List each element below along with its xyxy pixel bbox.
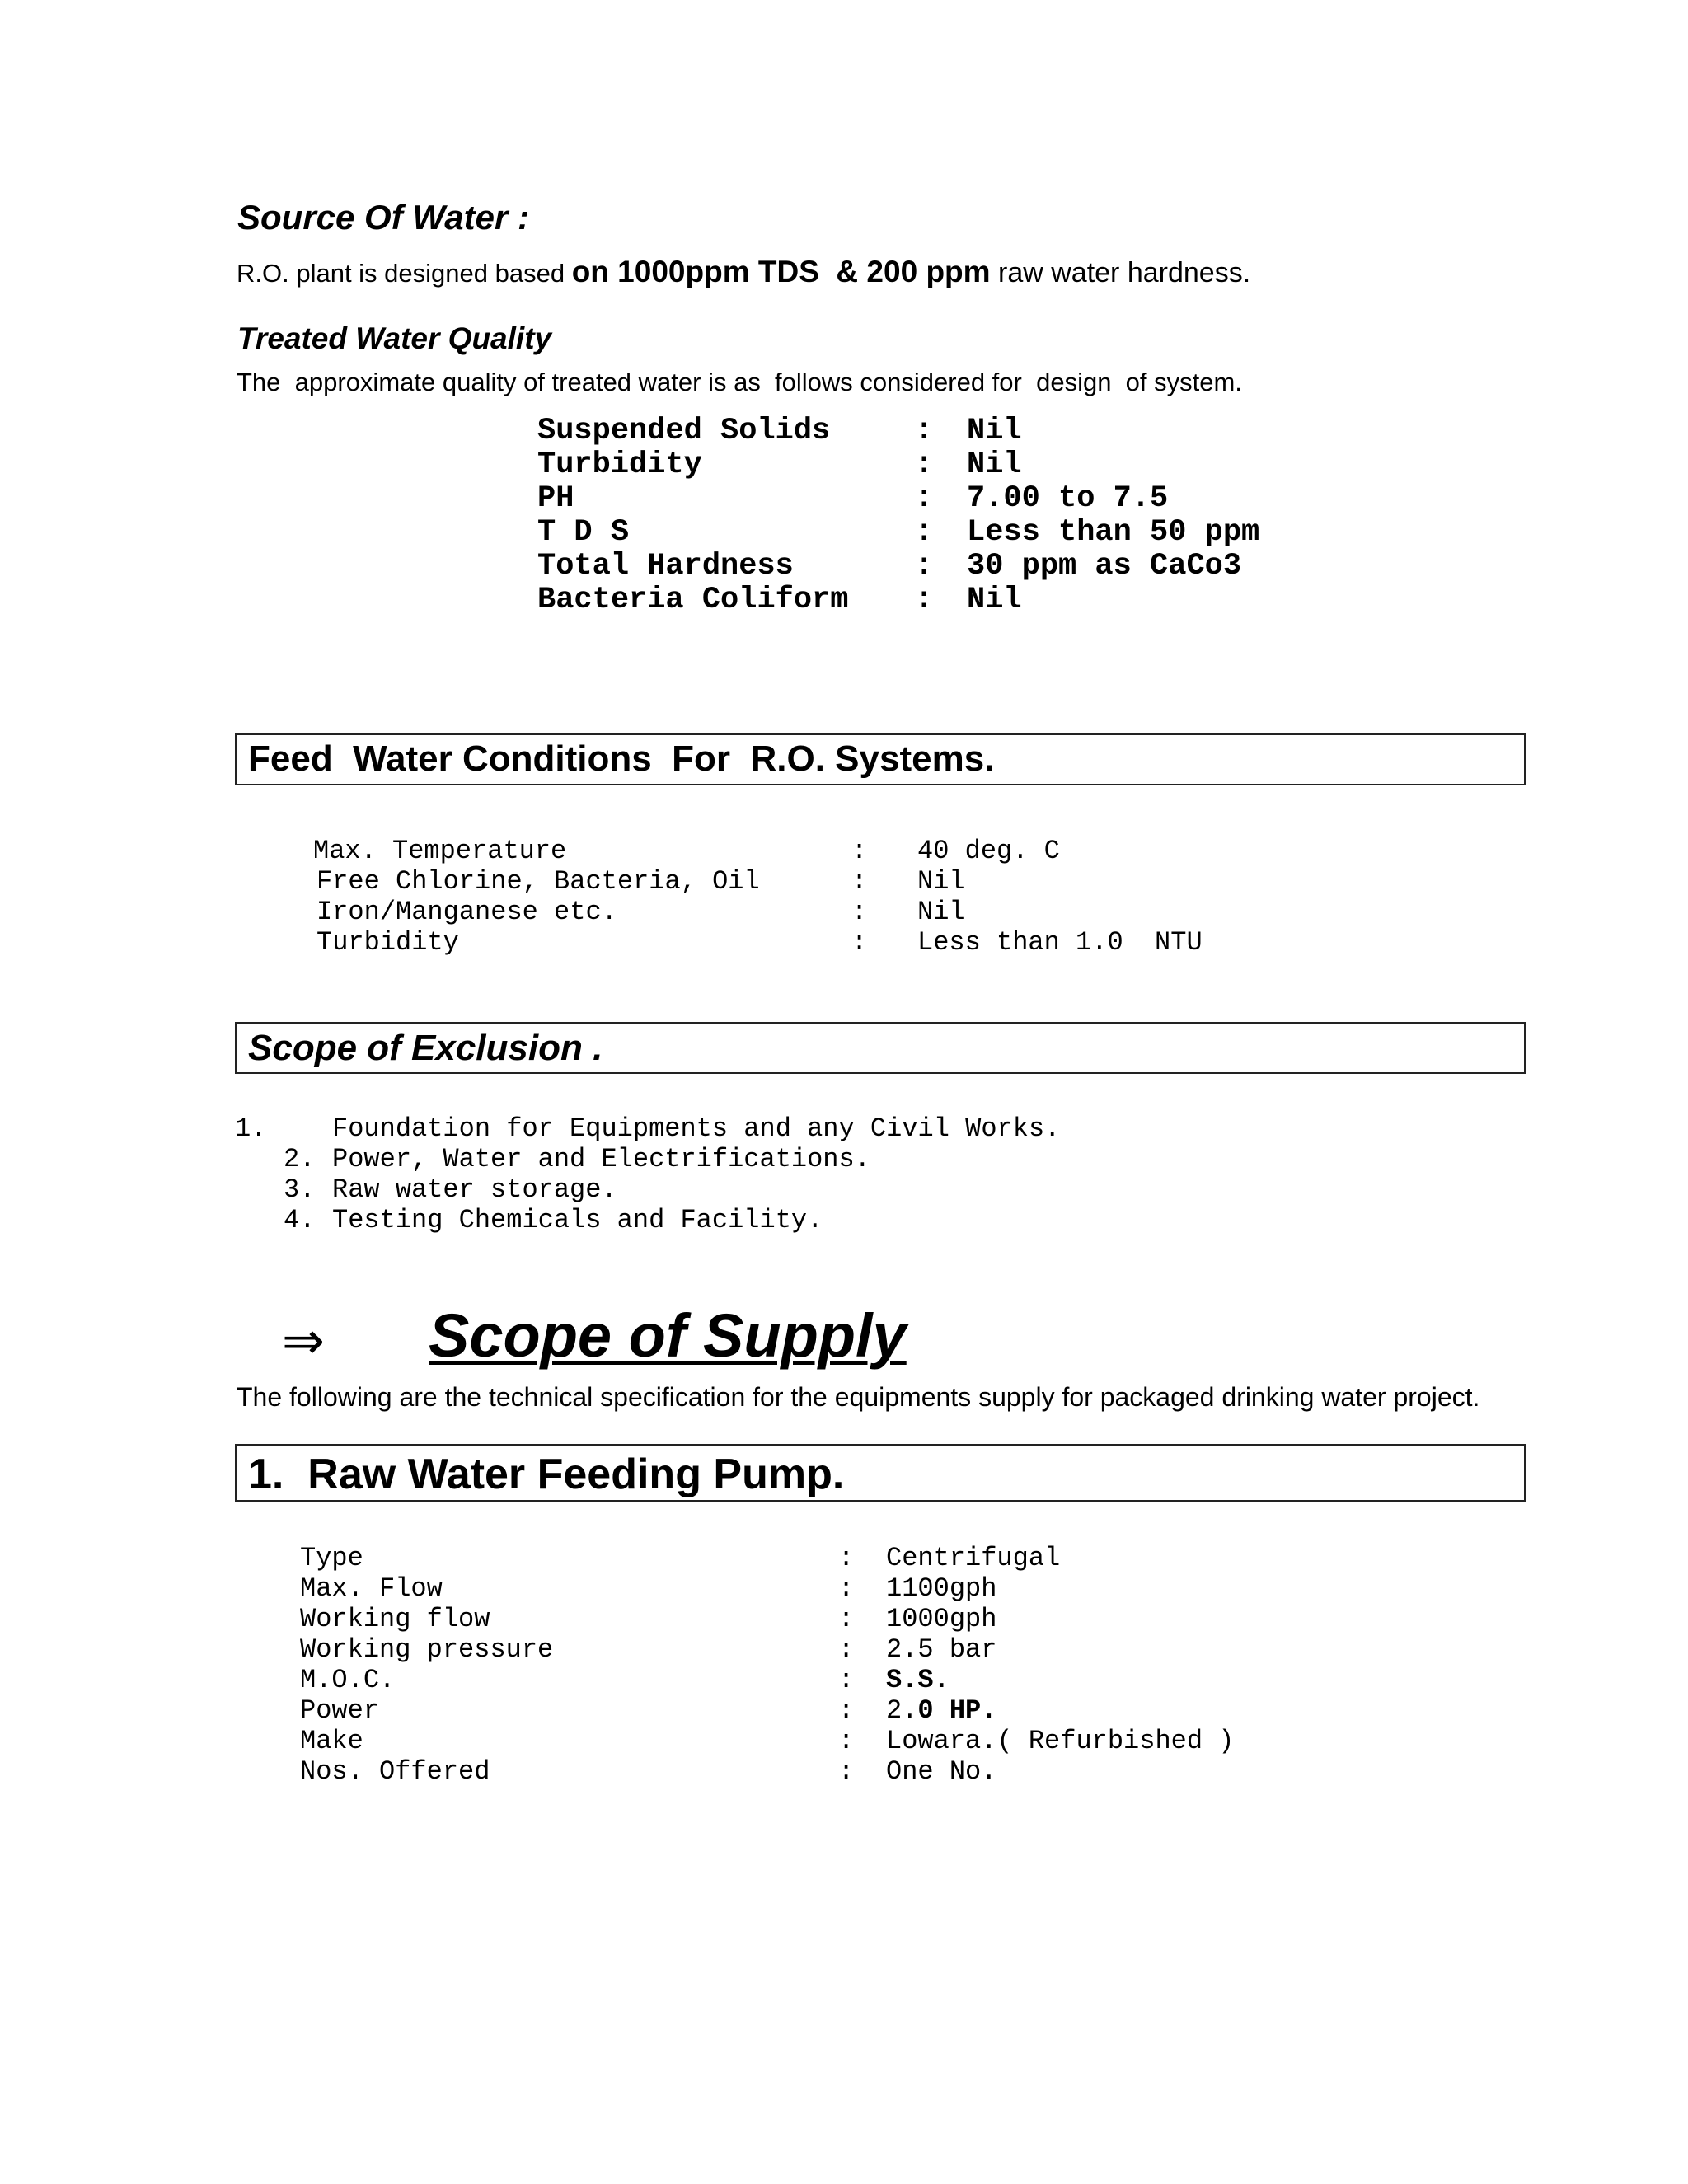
- row-label: Working pressure: [300, 1634, 554, 1665]
- row-label: Turbidity: [537, 448, 702, 482]
- row-value: Nil: [917, 866, 965, 897]
- scope-exclusion-heading: Scope of Exclusion .: [248, 1028, 603, 1068]
- row-separator: :: [838, 1756, 855, 1787]
- row-label: Type: [300, 1543, 363, 1573]
- list-item-number: 1.: [235, 1113, 267, 1144]
- raw-water-pump-heading: 1. Raw Water Feeding Pump.: [248, 1451, 845, 1498]
- row-value: 30 ppm as CaCo3: [967, 549, 1242, 583]
- row-value: Lowara.( Refurbished ): [886, 1726, 1235, 1756]
- double-arrow-icon: ⇒: [282, 1310, 325, 1371]
- row-label: Turbidity: [316, 927, 459, 958]
- table-row: [537, 414, 830, 448]
- row-label: Suspended Solids: [537, 414, 831, 448]
- row-value: 2.5 bar: [886, 1634, 997, 1665]
- row-separator: :: [838, 1726, 855, 1756]
- row-label: M.O.C.: [300, 1665, 396, 1695]
- row-label: Working flow: [300, 1604, 490, 1634]
- row-separator: :: [838, 1573, 855, 1604]
- row-value: Less than 1.0 NTU: [917, 927, 1203, 958]
- row-value: S.S.: [886, 1665, 950, 1695]
- row-label: Nos. Offered: [300, 1756, 490, 1787]
- scope-exclusion-heading-box: [235, 1022, 1526, 1074]
- list-item: Testing Chemicals and Facility.: [332, 1205, 823, 1235]
- row-label: Power: [300, 1695, 380, 1726]
- treated-water-intro: The approximate quality of treated water is as follows considered for design of system.: [237, 368, 1242, 396]
- row-label: Max. Flow: [300, 1573, 443, 1604]
- row-label: PH: [537, 481, 574, 516]
- source-text-emphasis: on 1000ppm TDS & 200 ppm: [571, 255, 991, 288]
- row-separator: :: [851, 897, 868, 927]
- row-separator: :: [838, 1543, 855, 1573]
- source-of-water-heading: Source Of Water :: [237, 198, 529, 237]
- row-label: Total Hardness: [537, 549, 794, 583]
- row-separator: :: [838, 1604, 855, 1634]
- source-of-water-text: [237, 255, 1250, 290]
- row-value: Nil: [917, 897, 965, 927]
- row-separator: :: [851, 866, 868, 897]
- row-separator: :: [851, 927, 868, 958]
- row-label: Make: [300, 1726, 363, 1756]
- feed-water-heading-box: [235, 733, 1526, 785]
- row-value: 40 deg. C: [917, 836, 1060, 866]
- row-value-part-bold: 0 HP.: [917, 1695, 997, 1726]
- row-separator: :: [915, 448, 934, 482]
- raw-water-pump-heading-box: [235, 1444, 1526, 1502]
- row-value-part: 2.: [886, 1695, 918, 1726]
- row-value: [886, 1695, 996, 1726]
- row-value: One No.: [886, 1756, 997, 1787]
- row-separator: :: [915, 583, 934, 617]
- list-item: Power, Water and Electrifications.: [332, 1144, 870, 1174]
- row-separator: :: [915, 515, 934, 550]
- row-label: Iron/Manganese etc.: [316, 897, 617, 927]
- row-value: Centrifugal: [886, 1543, 1061, 1573]
- row-value: Nil: [967, 583, 1022, 617]
- row-value: 7.00 to 7.5: [967, 481, 1169, 516]
- row-value: Less than 50 ppm: [967, 515, 1260, 550]
- list-item-number: 3.: [284, 1174, 316, 1205]
- treated-water-heading: Treated Water Quality: [237, 321, 552, 355]
- scope-supply-intro: The following are the technical specification for the equipments supply for packaged drinking water project.: [237, 1382, 1480, 1412]
- row-value: 1000gph: [886, 1604, 997, 1634]
- row-separator: :: [915, 549, 934, 583]
- feed-water-heading: Feed Water Conditions For R.O. Systems.: [248, 738, 995, 779]
- source-text-a: R.O. plant is designed based: [237, 259, 572, 288]
- row-value: 1100gph: [886, 1573, 997, 1604]
- list-item-number: 4.: [284, 1205, 316, 1235]
- row-separator: :: [838, 1665, 855, 1695]
- row-label: Max. Temperature: [313, 836, 567, 866]
- row-separator: :: [915, 414, 934, 448]
- source-text-c: raw water hardness.: [990, 257, 1251, 288]
- row-label: Bacteria Coliform: [537, 583, 849, 617]
- row-separator: :: [915, 481, 934, 516]
- list-item-number: 2.: [284, 1144, 316, 1174]
- scope-supply-heading: Scope of Supply: [429, 1301, 907, 1370]
- row-label: Free Chlorine, Bacteria, Oil: [316, 866, 760, 897]
- row-separator: :: [838, 1695, 855, 1726]
- row-label: T D S: [537, 515, 630, 550]
- row-value: Nil: [967, 448, 1022, 482]
- list-item: Foundation for Equipments and any Civil Works.: [332, 1113, 1061, 1144]
- list-item: Raw water storage.: [332, 1174, 617, 1205]
- row-separator: :: [851, 836, 868, 866]
- row-value: Nil: [967, 414, 1022, 448]
- row-separator: :: [838, 1634, 855, 1665]
